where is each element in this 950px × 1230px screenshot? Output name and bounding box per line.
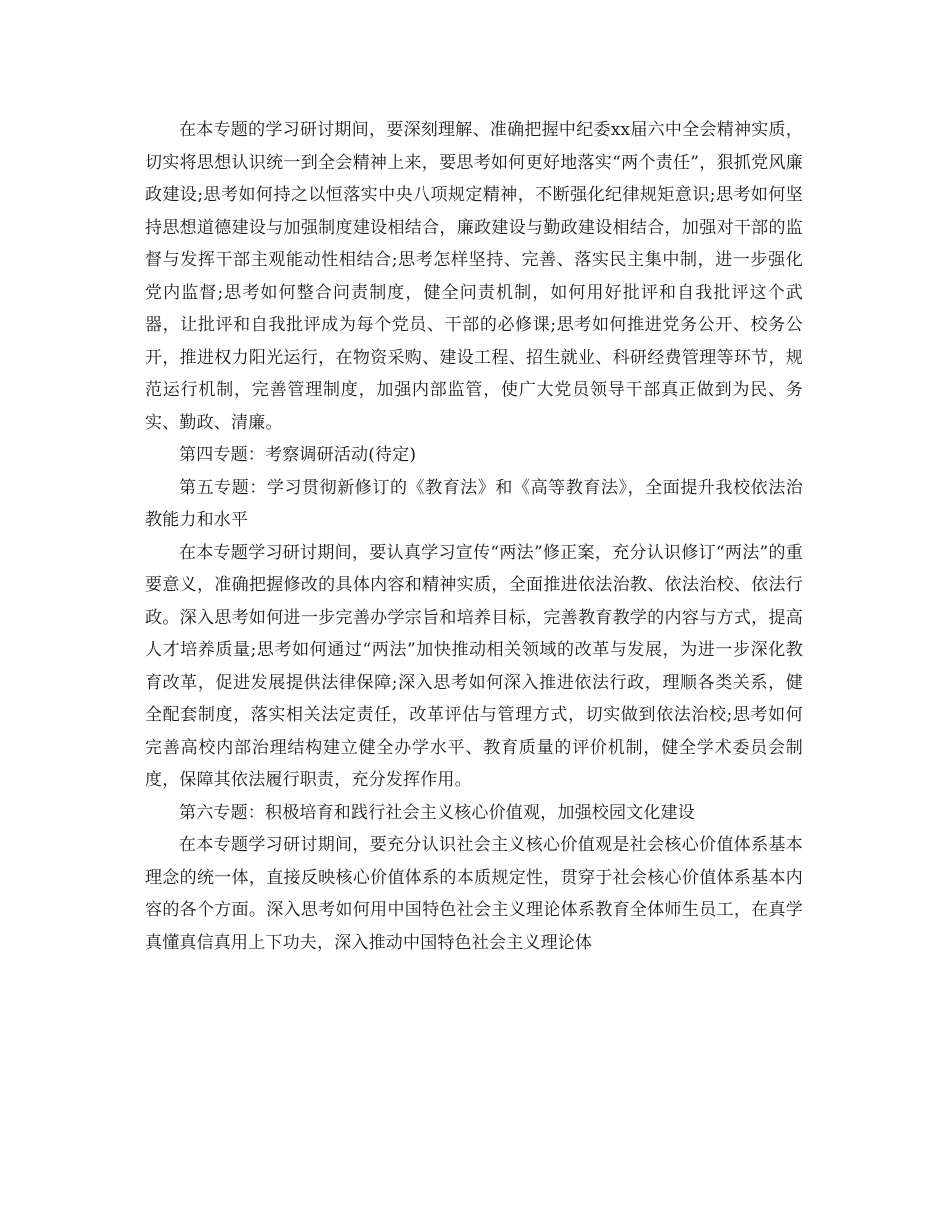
paragraph-topic5-body: 在本专题学习研讨期间，要认真学习宣传“两法”修正案，充分认识修订“两法”的重要意义，准确把握修改的具体内容和精神实质，全面推进依法治教、依法治校、依法行政。深入思考如何进一步完善办学宗旨和培养目标，完善教育教学的内容与方式，提高人才培养质量;思考如何通过“两法”加快推动相关领域的改革与发展，为进一步深化教育改革，促进发展提供法律保障;深入思考如何深入推进依法行政，理顺各类关系，健全配套制度，落实相关法定责任，改革评估与管理方式，切实做到依法治校;思考如何完善高校内部治理结构建立健全办学水平、教育质量的评价机制，健全学术委员会制度，保障其依法履行职责，充分发挥作用。 [145, 542, 803, 790]
paragraph-topic6-body: 在本专题学习研讨期间，要充分认识社会主义核心价值观是社会核心价值体系基本理念的统一体，直接反映核心价值体系的本质规定性，贯穿于社会核心价值体系基本内容的各个方面。深入思考如何用中国特色社会主义理论体系教育全体师生员工，在真学真懂真信真用上下功夫，深入推动中国特色社会主义理论体 [145, 835, 803, 953]
heading-topic4: 第四专题：考察调研活动(待定) [179, 445, 417, 465]
heading-topic5: 第五专题：学习贯彻新修订的《教育法》和《高等教育法》，全面提升我校依法治教能力和水平 [145, 477, 803, 530]
paragraph-topic3-body: 在本专题的学习研讨期间，要深刻理解、准确把握中纪委xx届六中全会精神实质，切实将思想认识统一到全会精神上来，要思考如何更好地落实“两个责任”，狠抓党风廉政建设;思考如何持之以恒落实中央八项规定精神，不断强化纪律规矩意识;思考如何坚持思想道德建设与加强制度建设相结合，廉政建设与勤政建设相结合，加强对干部的监督与发挥干部主观能动性相结合;思考怎样坚持、完善、落实民主集中制，进一步强化党内监督;思考如何整合问责制度，健全问责机制，如何用好批评和自我批评这个武器，让批评和自我批评成为每个党员、干部的必修课;思考如何推进党务公开、校务公开，推进权力阳光运行，在物资采购、建设工程、招生就业、科研经费管理等环节，规范运行机制，完善管理制度，加强内部监管，使广大党员领导干部真正做到为民、务实、勤政、清廉。 [145, 120, 803, 433]
document-body [145, 114, 803, 959]
heading-topic6: 第六专题：积极培育和践行社会主义核心价值观，加强校园文化建设 [179, 802, 695, 823]
